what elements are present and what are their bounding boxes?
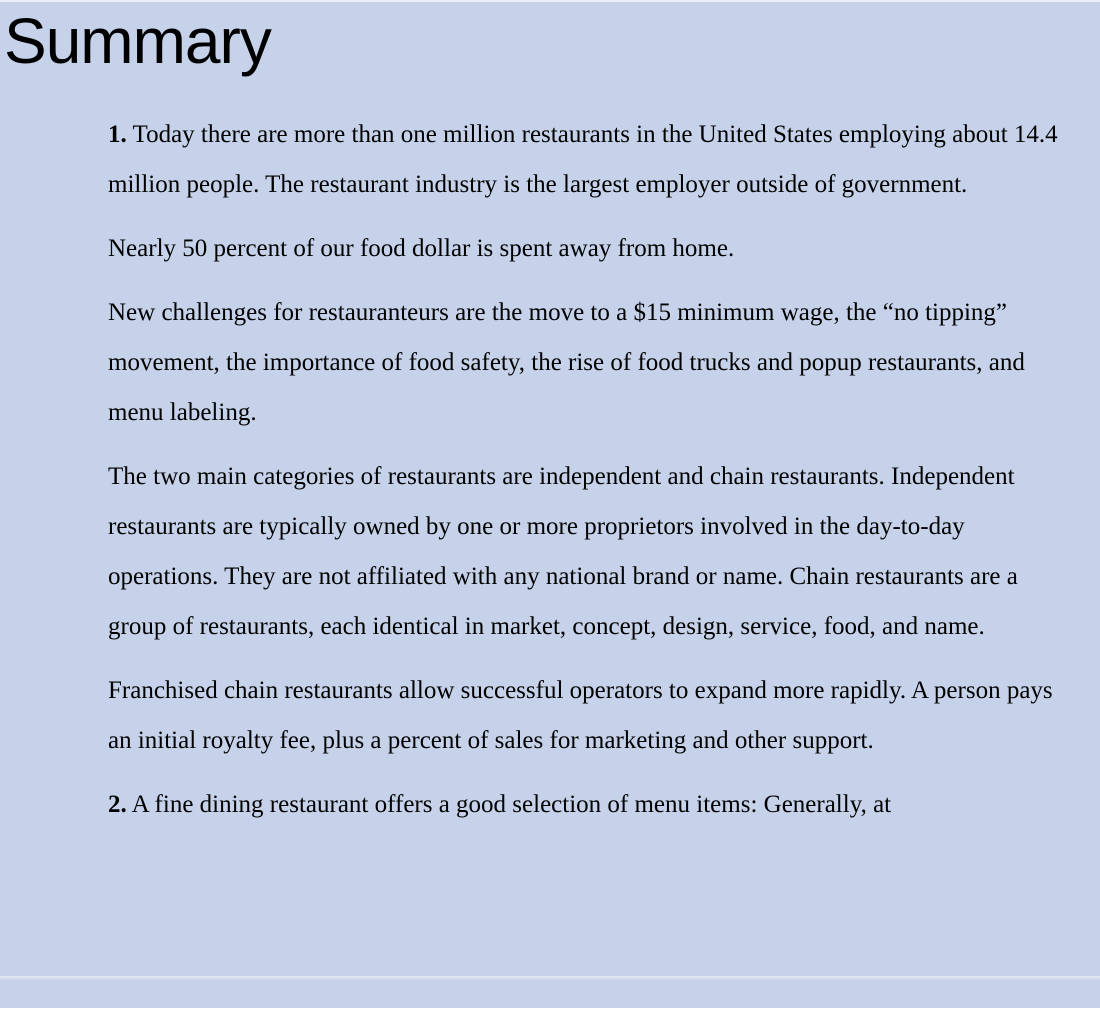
page-title: Summary xyxy=(4,5,271,77)
paragraph: The two main categories of restaurants are independent and chain restaurants. Independent restaurants are typically owned by one or more proprietors involved in the day-to-day operations. They are not affiliated with any national brand or name. Chain restaurants are a group of restaurants, each identical in market, concept, design, service, food, and name. xyxy=(108,463,1018,640)
paragraph-number: 2. xyxy=(108,791,127,818)
page-bottom-edge xyxy=(0,1008,1100,1012)
page-top-edge xyxy=(0,0,1100,2)
page-fold-highlight xyxy=(0,976,1100,980)
paragraph: Franchised chain restaurants allow successful operators to expand more rapidly. A person pays an initial royalty fee, plus a percent of sales for marketing and other support. xyxy=(108,677,1053,754)
paragraph: Nearly 50 percent of our food dollar is spent away from home. xyxy=(108,235,735,262)
paragraph: 1. Today there are more than one million restaurants in the United States employing about 14.4 million people. The restaurant industry is the largest employer outside of government. xyxy=(108,121,1058,198)
paragraph: 2. A fine dining restaurant offers a good selection of menu items: Generally, at xyxy=(108,791,892,818)
document-body xyxy=(0,76,1063,830)
paragraph: New challenges for restauranteurs are the move to a $15 minimum wage, the “no tipping” movement, the importance of food safety, the rise of food trucks and popup restaurants, and menu labeling. xyxy=(108,299,1025,426)
paragraph-number: 1. xyxy=(108,121,127,148)
